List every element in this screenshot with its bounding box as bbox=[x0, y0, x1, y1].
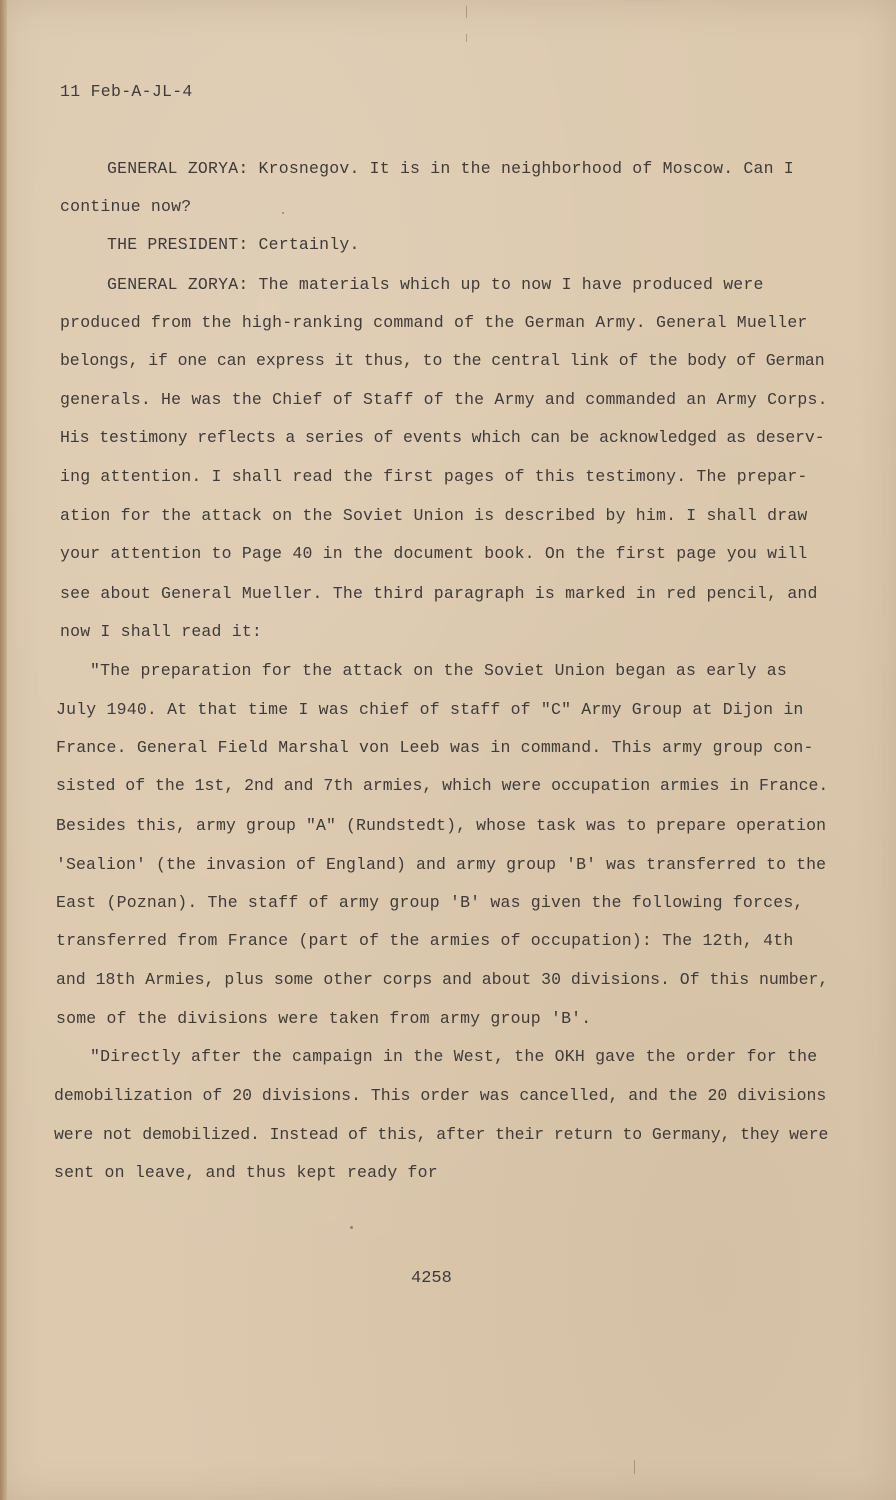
fold-mark bbox=[466, 6, 467, 18]
text-line: continue now? bbox=[60, 197, 192, 216]
page-number: 4258 bbox=[411, 1269, 452, 1288]
text-line: July 1940. At that time I was chief of staff of "C" Army Group at Dijon in bbox=[56, 700, 804, 719]
text-line: East (Poznan). The staff of army group 'B' was given the following forces, bbox=[56, 893, 804, 912]
text-line: sent on leave, and thus kept ready for bbox=[54, 1163, 438, 1182]
text-line: some of the divisions were taken from army group 'B'. bbox=[56, 1009, 592, 1028]
text-line: your attention to Page 40 in the document book. On the first page you will bbox=[60, 544, 808, 563]
page-edge-shadow bbox=[0, 0, 7, 1500]
paper-speck bbox=[282, 212, 284, 214]
text-line: sisted of the 1st, 2nd and 7th armies, which were occupation armies in France. bbox=[56, 776, 829, 795]
text-line: GENERAL ZORYA: Krosnegov. It is in the neighborhood of Moscow. Can I bbox=[107, 159, 794, 178]
text-line: produced from the high-ranking command of the German Army. General Mueller bbox=[60, 313, 808, 332]
document-reference: 11 Feb-A-JL-4 bbox=[60, 82, 193, 101]
text-line: Besides this, army group "A" (Rundstedt), whose task was to prepare operation bbox=[56, 816, 827, 835]
text-line: THE PRESIDENT: Certainly. bbox=[107, 235, 360, 254]
text-line: "The preparation for the attack on the Soviet Union began as early as bbox=[90, 661, 788, 680]
text-line: 'Sealion' (the invasion of England) and army group 'B' was transferred to the bbox=[56, 855, 827, 874]
fold-mark bbox=[634, 1460, 635, 1474]
text-line: France. General Field Marshal von Leeb was in command. This army group con- bbox=[56, 738, 814, 757]
text-line: "Directly after the campaign in the West, the OKH gave the order for the bbox=[90, 1047, 818, 1066]
text-line: transferred from France (part of the armies of occupation): The 12th, 4th bbox=[56, 931, 794, 950]
text-line: demobilization of 20 divisions. This order was cancelled, and the 20 divisions bbox=[54, 1086, 827, 1105]
text-line: ing attention. I shall read the first pages of this testimony. The prepar- bbox=[60, 467, 808, 486]
paper-speck bbox=[350, 1226, 353, 1229]
text-line: generals. He was the Chief of Staff of the Army and commanded an Army Corps. bbox=[60, 390, 828, 409]
text-line: now I shall read it: bbox=[60, 622, 263, 641]
fold-mark bbox=[466, 34, 467, 42]
text-line: and 18th Armies, plus some other corps and about 30 divisions. Of this number, bbox=[56, 970, 829, 989]
text-line: ation for the attack on the Soviet Union is described by him. I shall draw bbox=[60, 506, 808, 525]
text-line: were not demobilized. Instead of this, after their return to Germany, they were bbox=[54, 1125, 829, 1144]
text-line: His testimony reflects a series of events which can be acknowledged as deserv- bbox=[60, 428, 825, 447]
text-line: GENERAL ZORYA: The materials which up to now I have produced were bbox=[107, 275, 764, 294]
text-line: see about General Mueller. The third paragraph is marked in red pencil, and bbox=[60, 584, 818, 603]
text-line: belongs, if one can express it thus, to the central link of the body of German bbox=[60, 351, 825, 370]
